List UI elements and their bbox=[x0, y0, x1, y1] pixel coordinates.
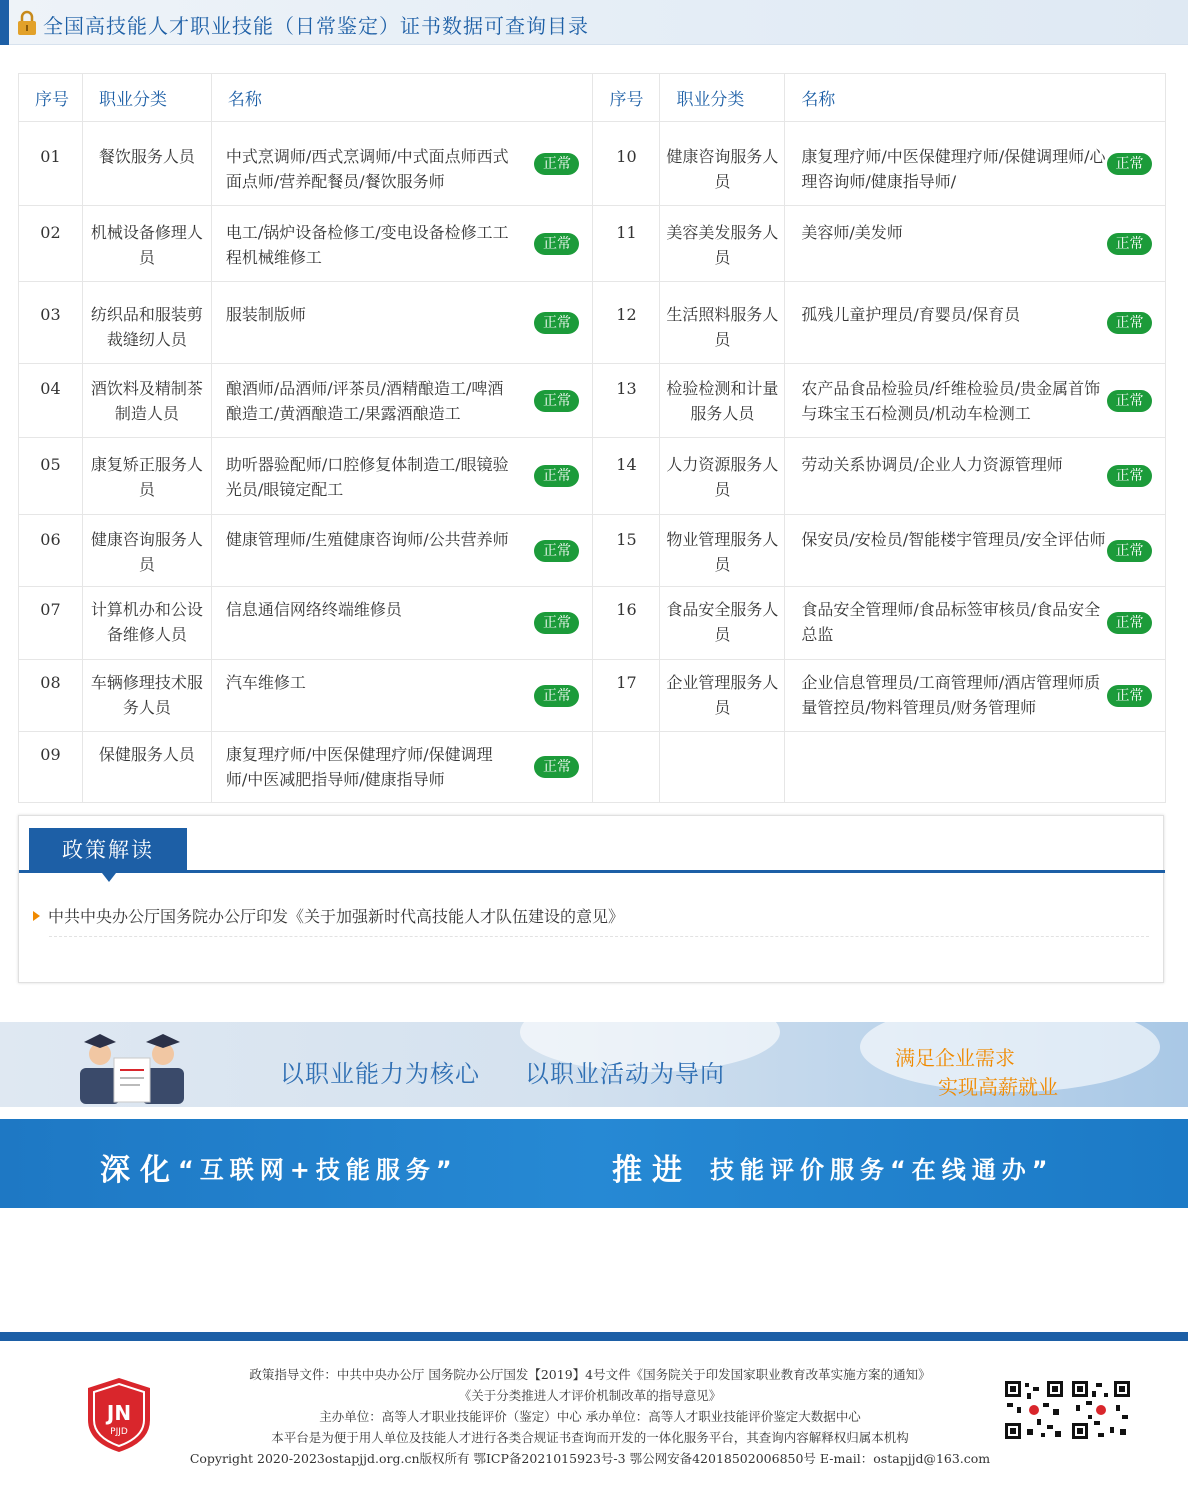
name-text: 汽车维修工 bbox=[225, 673, 306, 692]
seq-cell bbox=[593, 732, 660, 803]
name-cell bbox=[785, 122, 1166, 206]
table-row bbox=[19, 206, 1166, 282]
category-cell: 食品安全服务人员 bbox=[660, 587, 785, 660]
seq-cell: 07 bbox=[19, 587, 83, 660]
category-cell: 健康咨询服务人员 bbox=[660, 122, 785, 206]
slogan-core: 以职业能力为核心 bbox=[280, 1060, 480, 1088]
name-cell bbox=[785, 660, 1166, 732]
status-badge: 正常 bbox=[1107, 540, 1152, 562]
status-badge: 正常 bbox=[1107, 390, 1152, 412]
status-badge: 正常 bbox=[534, 685, 579, 707]
name-text: 电工/锅炉设备检修工/变电设备检修工工程机械维修工 bbox=[225, 223, 509, 267]
graduates-icon bbox=[70, 1028, 195, 1104]
bullet-arrow-icon bbox=[33, 911, 40, 921]
banner-deepen: 深化 bbox=[100, 1153, 180, 1188]
status-badge: 正常 bbox=[1107, 153, 1152, 175]
slogan-guide: 以职业活动为导向 bbox=[525, 1060, 725, 1088]
banner-promote: 推进 bbox=[612, 1153, 692, 1188]
name-text: 康复理疗师/中医保健理疗师/保健调理师/中医减肥指导师/健康指导师 bbox=[225, 745, 493, 789]
footer-text bbox=[165, 1364, 1015, 1469]
name-cell bbox=[211, 206, 593, 282]
name-cell bbox=[785, 438, 1166, 515]
name-cell bbox=[785, 206, 1166, 282]
name-text: 美容师/美发师 bbox=[801, 223, 903, 242]
slogan-right-2: 实现高薪就业 bbox=[938, 1075, 1058, 1099]
name-text: 食品安全管理师/食品标签审核员/食品安全总监 bbox=[801, 600, 1101, 644]
name-text: 中式烹调师/西式烹调师/中式面点师西式面点师/营养配餐员/餐饮服务师 bbox=[225, 147, 509, 191]
name-text: 助听器验配师/口腔修复体制造工/眼镜验光员/眼镜定配工 bbox=[225, 455, 509, 499]
status-badge: 正常 bbox=[534, 540, 579, 562]
seq-cell: 02 bbox=[19, 206, 83, 282]
status-badge: 正常 bbox=[1107, 233, 1152, 255]
dashed-separator bbox=[49, 936, 1149, 937]
seq-cell: 01 bbox=[19, 122, 83, 206]
table-row bbox=[19, 660, 1166, 732]
footer-organizers: 主办单位：高等人才职业技能评价（鉴定）中心 承办单位：高等人才职业技能评价鉴定大数据中心 bbox=[319, 1409, 861, 1424]
footer-copyright: Copyright 2020-2023ostapjjd.org.cn版权所有 鄂ICP备2021015923号-3 鄂公网安备42018502006850号 E-mail：ostapjjd@163.com bbox=[189, 1451, 991, 1466]
organization-logo bbox=[84, 1376, 154, 1454]
seq-cell: 05 bbox=[19, 438, 83, 515]
col-header-name: 名称 bbox=[211, 74, 593, 122]
name-text: 农产品食品检验员/纤维检验员/贵金属首饰与珠宝玉石检测员/机动车检测工 bbox=[801, 379, 1101, 423]
category-cell: 餐饮服务人员 bbox=[82, 122, 211, 206]
name-cell bbox=[785, 282, 1166, 364]
seq-cell: 10 bbox=[593, 122, 660, 206]
qr-code-icon[interactable] bbox=[1003, 1379, 1065, 1441]
category-cell: 企业管理服务人员 bbox=[660, 660, 785, 732]
name-text: 企业信息管理员/工商管理师/酒店管理师质量管控员/物料管理员/财务管理师 bbox=[801, 673, 1101, 717]
category-cell: 保健服务人员 bbox=[82, 732, 211, 803]
name-text: 健康管理师/生殖健康咨询师/公共营养师 bbox=[225, 530, 509, 549]
policy-panel bbox=[18, 815, 1164, 983]
category-cell: 健康咨询服务人员 bbox=[82, 515, 211, 587]
category-cell: 纺织品和服装剪裁缝纫人员 bbox=[82, 282, 211, 364]
name-text: 信息通信网络终端维修员 bbox=[225, 600, 402, 619]
name-text: 康复理疗师/中医保健理疗师/保健调理师/心理咨询师/健康指导师/ bbox=[801, 147, 1106, 191]
page-footer bbox=[0, 1341, 1188, 1500]
status-badge: 正常 bbox=[1107, 612, 1152, 634]
seq-cell: 17 bbox=[593, 660, 660, 732]
col-header-name-2: 名称 bbox=[785, 74, 1166, 122]
footer-divider bbox=[0, 1332, 1188, 1341]
name-cell bbox=[211, 587, 593, 660]
page-title: 全国高技能人才职业技能（日常鉴定）证书数据可查询目录 bbox=[43, 14, 589, 38]
category-cell: 计算机办和公设备维修人员 bbox=[82, 587, 211, 660]
svg-text:JN: JN bbox=[106, 1401, 132, 1425]
seq-cell: 03 bbox=[19, 282, 83, 364]
col-header-seq-2: 序号 bbox=[593, 74, 660, 122]
seq-cell: 15 bbox=[593, 515, 660, 587]
status-badge: 正常 bbox=[534, 756, 579, 778]
seq-cell: 12 bbox=[593, 282, 660, 364]
name-cell bbox=[211, 515, 593, 587]
status-badge: 正常 bbox=[534, 390, 579, 412]
table-row bbox=[19, 364, 1166, 438]
seq-cell: 08 bbox=[19, 660, 83, 732]
certificate-catalog-table bbox=[18, 73, 1166, 803]
seq-cell: 11 bbox=[593, 206, 660, 282]
name-cell bbox=[211, 282, 593, 364]
category-cell: 机械设备修理人员 bbox=[82, 206, 211, 282]
banner-online: 技能评价服务“在线通办” bbox=[710, 1156, 1054, 1184]
category-cell: 美容美发服务人员 bbox=[660, 206, 785, 282]
status-badge: 正常 bbox=[1107, 685, 1152, 707]
table-row bbox=[19, 515, 1166, 587]
status-badge: 正常 bbox=[1107, 465, 1152, 487]
footer-disclaimer: 本平台是为便于用人单位及技能人才进行各类合规证书查询而开发的一体化服务平台，其查询内容解释权归属本机构 bbox=[271, 1430, 909, 1445]
slogan-banner bbox=[0, 1022, 1188, 1107]
footer-policy-docs-2: 《关于分类推进人才评价机制改革的指导意见》 bbox=[458, 1388, 722, 1403]
policy-link-text: 中共中央办公厅国务院办公厅印发《关于加强新时代高技能人才队伍建设的意见》 bbox=[48, 907, 625, 926]
seq-cell: 16 bbox=[593, 587, 660, 660]
col-header-seq: 序号 bbox=[19, 74, 83, 122]
category-cell: 酒饮料及精制茶制造人员 bbox=[82, 364, 211, 438]
status-badge: 正常 bbox=[534, 465, 579, 487]
banner-internet-skill: “互联网+技能服务” bbox=[178, 1156, 458, 1184]
name-cell bbox=[785, 732, 1166, 803]
slogan-right-1: 满足企业需求 bbox=[895, 1046, 1015, 1070]
tab-pointer bbox=[102, 873, 116, 882]
category-cell: 康复矫正服务人员 bbox=[82, 438, 211, 515]
seq-cell: 06 bbox=[19, 515, 83, 587]
table-header-row bbox=[19, 74, 1166, 122]
seq-cell: 04 bbox=[19, 364, 83, 438]
status-badge: 正常 bbox=[534, 233, 579, 255]
col-header-category-2: 职业分类 bbox=[660, 74, 785, 122]
status-badge: 正常 bbox=[1107, 312, 1152, 334]
name-cell bbox=[785, 364, 1166, 438]
status-badge: 正常 bbox=[534, 312, 579, 334]
table-row bbox=[19, 732, 1166, 803]
table-row bbox=[19, 282, 1166, 364]
footer-policy-docs: 政策指导文件：中共中央办公厅 国务院办公厅国发【2019】4号文件《国务院关于印发国家职业教育改革实施方案的通知》 bbox=[249, 1367, 931, 1382]
category-cell: 生活照料服务人员 bbox=[660, 282, 785, 364]
status-badge: 正常 bbox=[534, 612, 579, 634]
category-cell: 人力资源服务人员 bbox=[660, 438, 785, 515]
seq-cell: 13 bbox=[593, 364, 660, 438]
name-cell bbox=[211, 438, 593, 515]
name-text: 劳动关系协调员/企业人力资源管理师 bbox=[801, 455, 1063, 474]
header-accent-bar bbox=[0, 0, 9, 45]
category-cell: 检验检测和计量服务人员 bbox=[660, 364, 785, 438]
category-cell: 物业管理服务人员 bbox=[660, 515, 785, 587]
name-cell bbox=[211, 660, 593, 732]
policy-divider bbox=[19, 870, 1165, 873]
qr-code-icon[interactable] bbox=[1070, 1379, 1132, 1441]
category-cell: 车辆修理技术服务人员 bbox=[82, 660, 211, 732]
svg-text:PJJD: PJJD bbox=[110, 1427, 128, 1437]
seq-cell: 14 bbox=[593, 438, 660, 515]
seq-cell: 09 bbox=[19, 732, 83, 803]
name-text: 酿酒师/品酒师/评茶员/酒精酿造工/啤酒酿造工/黄酒酿造工/果露酒酿造工 bbox=[225, 379, 504, 423]
table-row bbox=[19, 122, 1166, 206]
name-cell bbox=[785, 515, 1166, 587]
name-cell bbox=[211, 364, 593, 438]
name-text: 保安员/安检员/智能楼宇管理员/安全评估师 bbox=[801, 530, 1106, 549]
page-header bbox=[0, 0, 1188, 45]
lock-icon bbox=[17, 10, 37, 36]
name-cell bbox=[785, 587, 1166, 660]
name-text: 孤残儿童护理员/育婴员/保育员 bbox=[801, 305, 1021, 324]
tab-policy[interactable]: 政策解读 bbox=[29, 828, 187, 872]
status-badge: 正常 bbox=[534, 153, 579, 175]
category-cell bbox=[660, 732, 785, 803]
name-text: 服装制版师 bbox=[225, 305, 306, 324]
col-header-category: 职业分类 bbox=[82, 74, 211, 122]
name-cell bbox=[211, 122, 593, 206]
table-row bbox=[19, 587, 1166, 660]
table-row bbox=[19, 438, 1166, 515]
name-cell bbox=[211, 732, 593, 803]
policy-link[interactable] bbox=[33, 904, 624, 927]
service-banner bbox=[0, 1119, 1188, 1208]
